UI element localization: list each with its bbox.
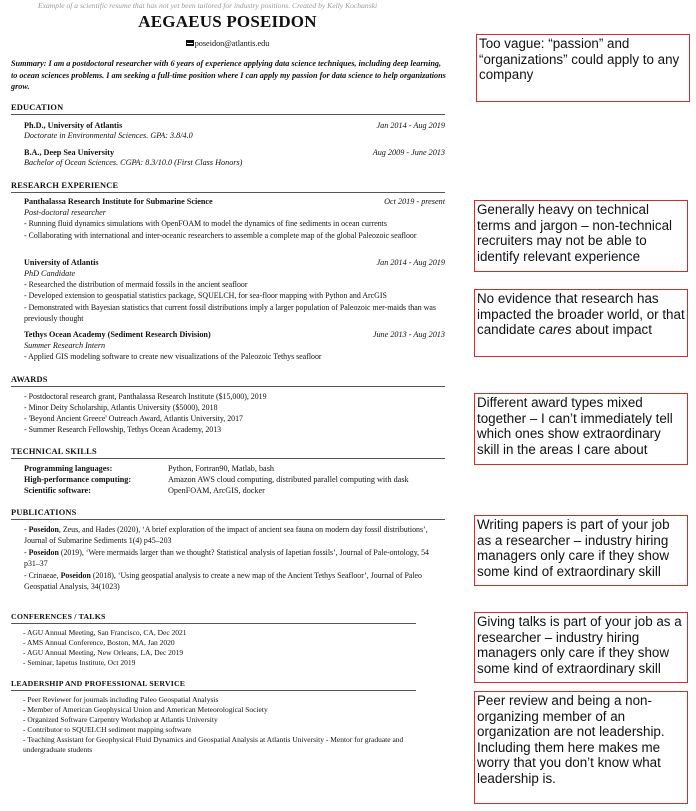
skill-label: High-performance computing: — [24, 475, 132, 484]
conference-item: - AGU Annual Meeting, San Francisco, CA, Dec 2021 — [23, 628, 187, 637]
section-heading-awards: AWARDS — [11, 375, 48, 384]
leadership-item: - Peer Reviewer for journals including Paleo Geospatial Analysis — [23, 695, 219, 704]
research-bullet: - Collaborating with international and inter-oceanic researchers to assemble a complete map of the global Paleozoic seafloor — [24, 231, 417, 240]
summary-label: Summary: — [11, 59, 47, 68]
research-bullet: - Applied GIS modeling software to create new visualizations of the Paleozoic Tethys seafloor — [24, 352, 322, 361]
leadership-item: - Organized Software Carpentry Workshop at Atlantis University — [23, 715, 218, 724]
author-name: Poseidon — [28, 525, 59, 534]
research-date: June 2013 - Aug 2013 — [372, 330, 445, 339]
email-text[interactable]: poseidon@atlantis.edu — [194, 39, 270, 48]
skill-label: Programming languages: — [24, 464, 113, 473]
skill-value: OpenFOAM, ArcGIS, docker — [168, 486, 265, 495]
conference-item: - Seminar, Iapetus Institute, Oct 2019 — [23, 658, 136, 667]
section-rule — [11, 519, 445, 520]
comment-box-summary: Too vague: “passion” and “organizations” could apply to any company — [476, 34, 690, 102]
section-rule — [11, 192, 445, 193]
section-heading-research: RESEARCH EXPERIENCE — [11, 181, 119, 190]
comment-box-leadership: Peer review and being a non-organizing member of an organization are not leadership. Including them here makes me worry that you don’t know what leadership is. — [474, 691, 688, 804]
publication-item: - Poseidon, Zeus, and Hades (2020), ‘A brief exploration of the impact of ancient sea fauna on modern day fossil distributions’, Journal of Submarine Sediments 1(4) p45–203 — [24, 525, 428, 545]
research-title: Panthalassa Research Institute for Submarine Science — [24, 197, 213, 206]
research-date: Oct 2019 - present — [384, 197, 445, 206]
award-item: - Minor Deity Scholarship, Atlantis University ($5000), 2018 — [24, 403, 218, 412]
skill-label: Scientific software: — [24, 486, 91, 495]
research-date: Jan 2014 - Aug 2019 — [376, 258, 445, 267]
education-title: B.A., Deep Sea University — [24, 148, 115, 157]
skill-value: Amazon AWS cloud computing, distributed parallel computing with dask — [168, 475, 409, 484]
comment-box-jargon: Generally heavy on technical terms and jargon – non-technical recruiters may not be able to identify relevant experience — [474, 200, 688, 272]
emphasis-text: cares — [538, 322, 572, 338]
conference-item: - AGU Annual Meeting, New Orleans, LA, Dec 2019 — [23, 648, 184, 657]
section-rule — [11, 114, 445, 115]
education-date: Jan 2014 - Aug 2019 — [376, 121, 445, 130]
education-title: Ph.D., University of Atlantis — [24, 121, 123, 130]
research-role: PhD Candidate — [24, 269, 76, 278]
research-bullet: - Demonstrated with Bayesian statistics that current fossil distributions imply a larger population of Paleozoic mer-maids than was previously thought — [24, 303, 436, 323]
envelope-icon — [186, 40, 194, 46]
section-heading-skills: TECHNICAL SKILLS — [11, 447, 97, 456]
section-rule — [11, 690, 416, 691]
leadership-item: - Member of American Geophysical Union and American Meteorological Society — [23, 705, 268, 714]
contact-email — [0, 39, 455, 48]
comment-box-talks: Giving talks is part of your job as a researcher – industry hiring managers only care if they show some kind of extraordinary skill — [474, 612, 688, 683]
section-rule — [11, 386, 445, 387]
section-rule — [11, 623, 416, 624]
comment-box-publications: Writing papers is part of your job as a researcher – industry hiring managers only care if they show some kind of extraordinary skill — [474, 515, 688, 586]
research-role: Summer Research Intern — [24, 341, 106, 350]
section-heading-leadership: LEADERSHIP AND PROFESSIONAL SERVICE — [11, 679, 186, 688]
publication-item: - Poseidon (2019), ‘Were mermaids larger than we thought? Statistical analysis of Iapetian fossils’, Journal of Pale-ontology, 54 p31–37 — [24, 548, 430, 568]
author-name: Poseidon — [28, 548, 59, 557]
research-title: Tethys Ocean Academy (Sediment Research Division) — [24, 330, 211, 339]
conference-item: - AMS Annual Conference, Boston, MA, Jan 2020 — [23, 638, 175, 647]
research-role: Post-doctoral researcher — [24, 208, 106, 217]
education-date: Aug 2009 - June 2013 — [372, 148, 445, 157]
candidate-name: AEGAEUS POSEIDON — [138, 12, 317, 31]
author-name: Poseidon — [60, 571, 91, 580]
section-rule — [11, 458, 445, 459]
section-heading-publications: PUBLICATIONS — [11, 508, 77, 517]
publication-item: - Crinaeae, Poseidon (2018), ‘Using geospatial analysis to create a new map of the Ancient Tethys Seafloor’, Journal of Paleo Geospatial Analysis, 34(1023) — [24, 571, 422, 591]
leadership-item: - Teaching Assistant for Geophysical Fluid Dynamics and Geospatial Analysis at Atlantis University - Mentor for graduate and undergraduate students — [23, 735, 404, 754]
comment-box-impact: No evidence that research has impacted the broader world, or that candidate cares about impact — [474, 289, 688, 357]
leadership-item: - Contributor to SQUELCH sediment mapping software — [23, 725, 192, 734]
research-bullet: - Researched the distribution of mermaid fossils in the ancient seafloor — [24, 280, 248, 289]
summary — [11, 58, 449, 93]
skill-value: Python, Fortran90, Matlab, bash — [168, 464, 274, 473]
research-bullet: - Developed extension to geospatial statistics package, SQUELCH, for sea-floor mapping with Python and ArcGIS — [24, 291, 387, 300]
research-title: University of Atlantis — [24, 258, 99, 267]
education-detail: Bachelor of Ocean Sciences. CGPA: 8.3/10.0 (First Class Honors) — [24, 158, 243, 167]
banner-note: Example of a scientific resume that has not yet been tailored for industry positions. Created by Kelly Kochanski — [38, 1, 378, 10]
comment-box-awards: Different award types mixed together – I can’t immediately tell which ones show extraordinary skill in the areas I care about — [474, 393, 688, 465]
award-item: - Summer Research Fellowship, Tethys Ocean Academy, 2013 — [24, 425, 222, 434]
summary-text: I am a postdoctoral researcher with 6 years of experience applying data science techniques, including deep learning, to ocean sciences problems. I am seeking a full-time position where I can apply my passion for data science to help organizations grow. — [11, 59, 446, 91]
section-heading-education: EDUCATION — [11, 103, 64, 112]
section-heading-conferences: CONFERENCES / TALKS — [11, 612, 106, 621]
award-item: - 'Beyond Ancient Greece' Outreach Award, Atlantis University, 2017 — [24, 414, 243, 423]
education-detail: Doctorate in Environmental Sciences. GPA: 3.8/4.0 — [24, 131, 193, 140]
research-bullet: - Running fluid dynamics simulations with OpenFOAM to model the dynamics of fine sediments in ocean currents — [24, 219, 387, 228]
award-item: - Postdoctoral research grant, Panthalassa Research Institute ($15,000), 2019 — [24, 392, 267, 401]
